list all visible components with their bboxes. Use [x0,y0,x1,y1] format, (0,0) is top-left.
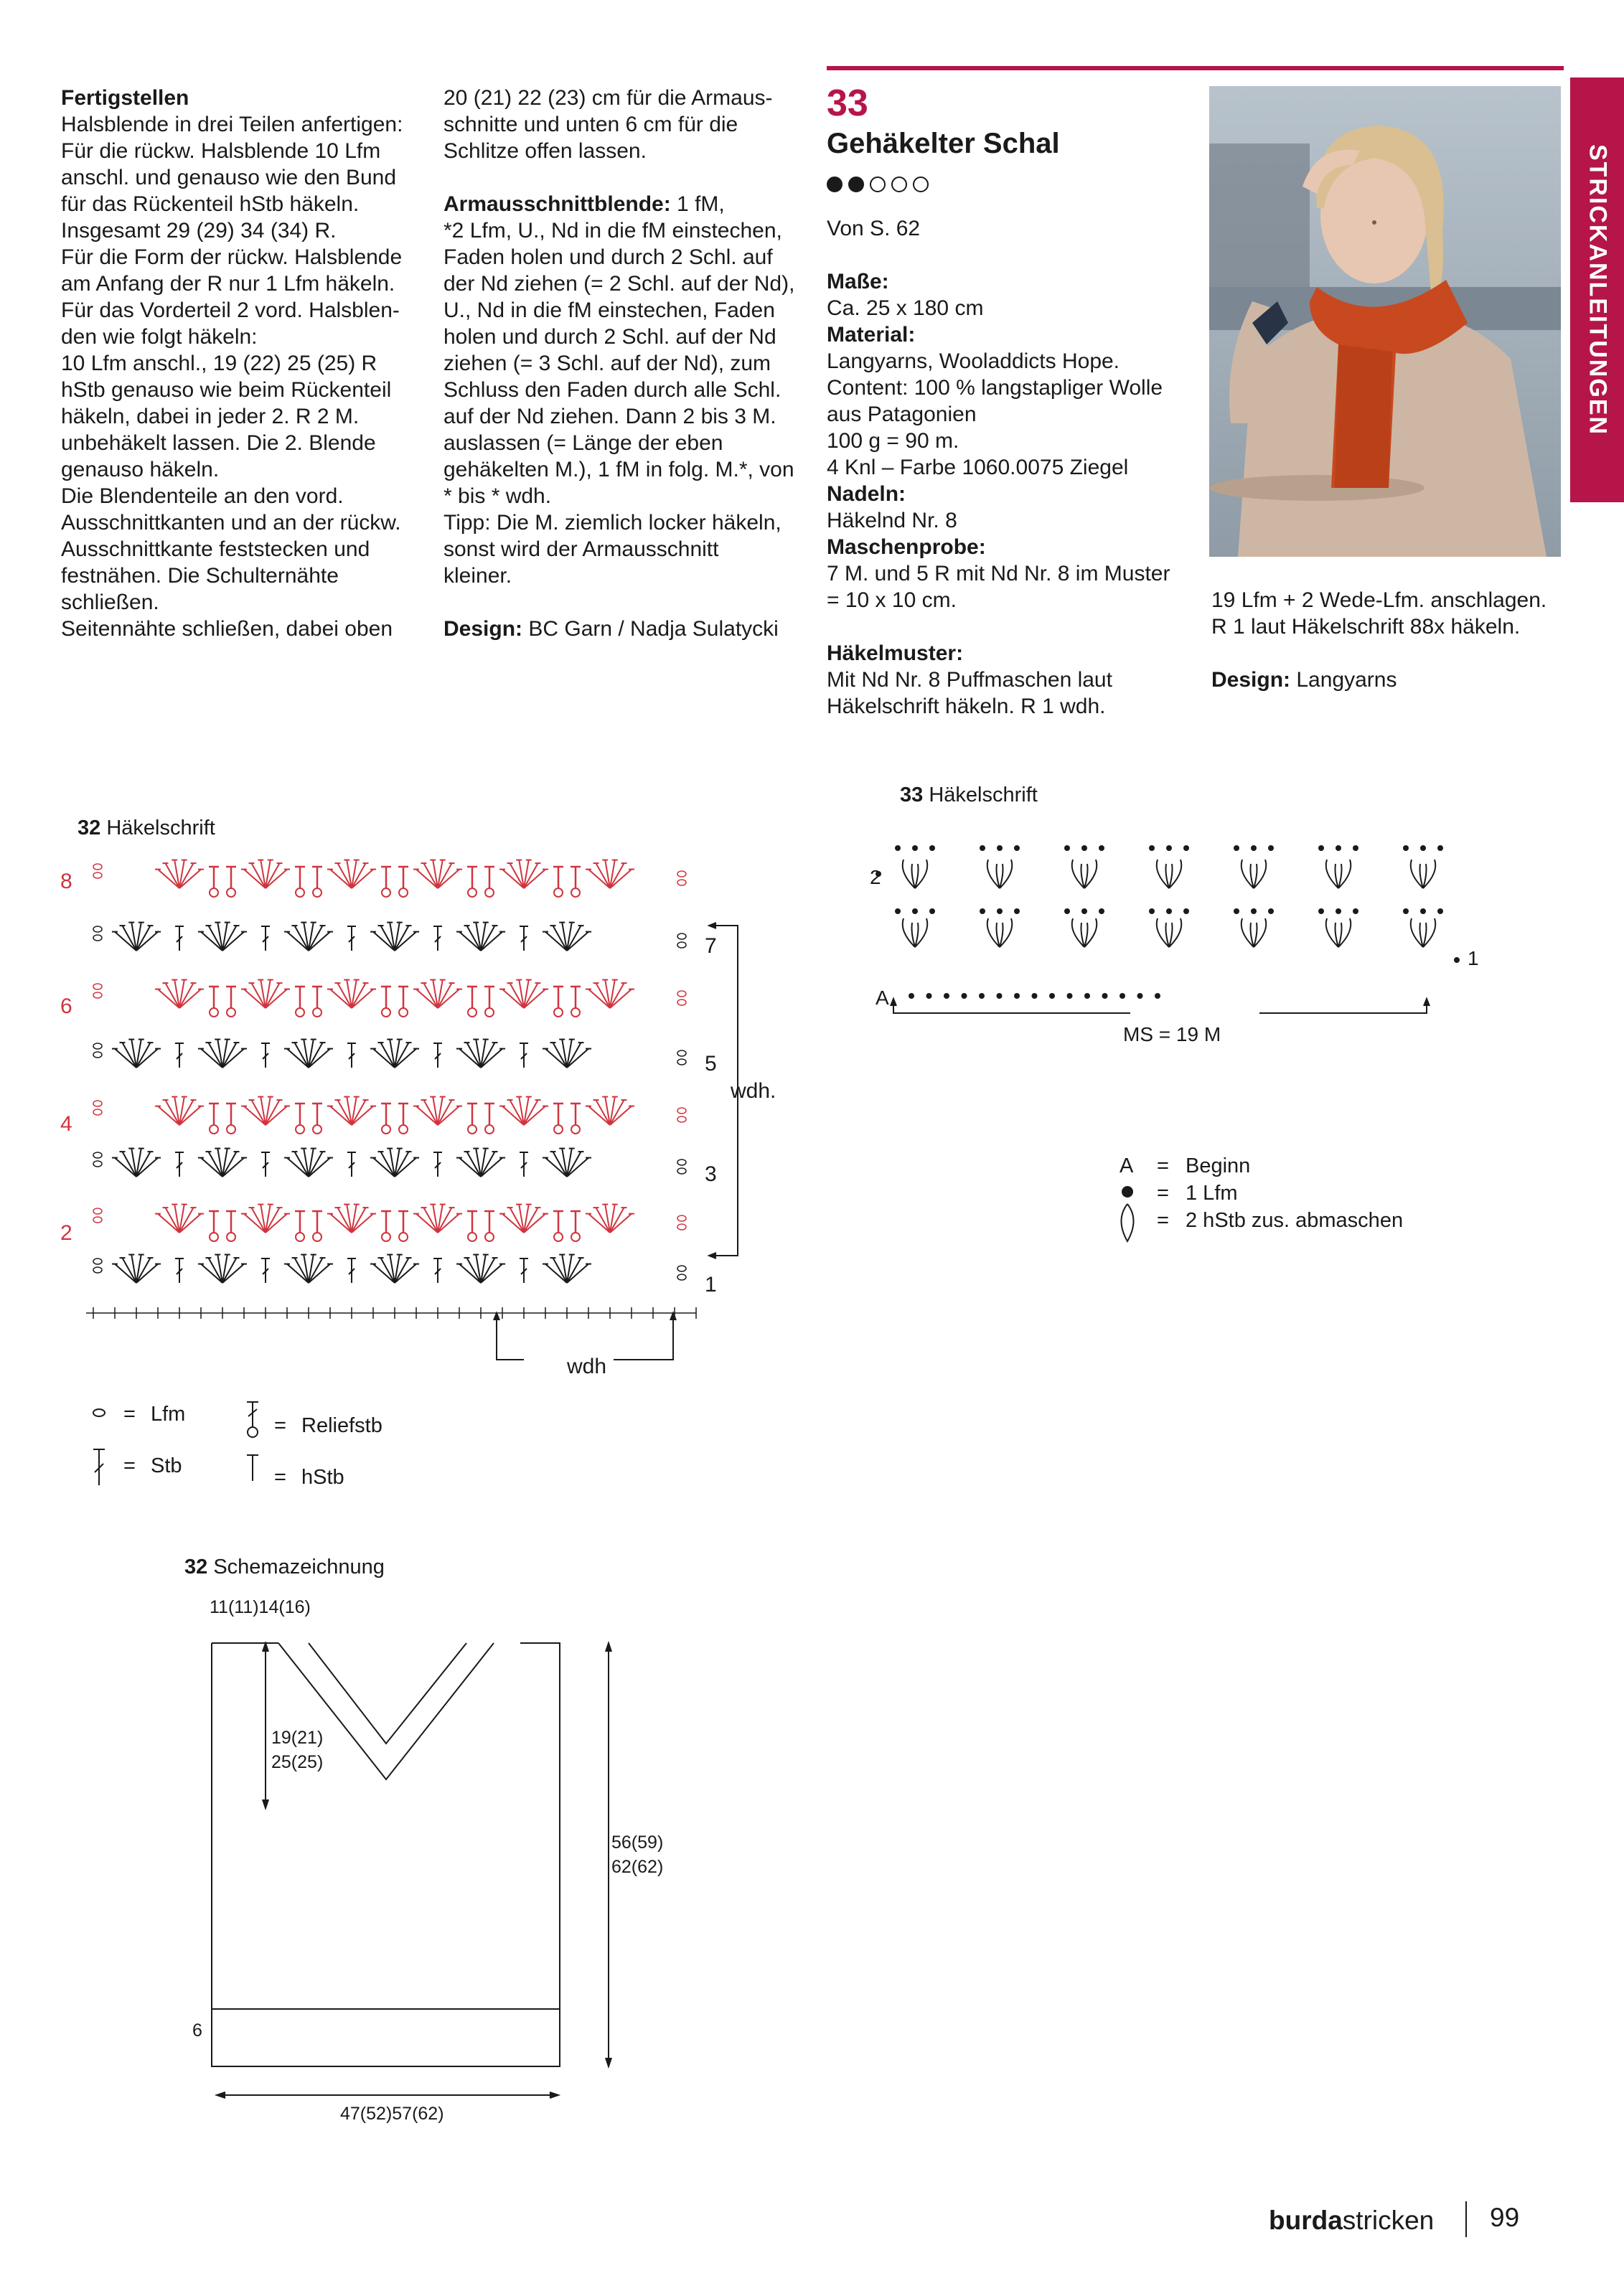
text-line: schließen. [61,591,159,614]
chart32-repeat-bottom: wdh [567,1355,607,1378]
section-tab [1570,77,1624,502]
relief-stitch [399,1008,408,1017]
text-line: Ausschnittkanten und an der rückw. [61,511,401,535]
chain-stitch [677,1050,686,1056]
chart33-diagram [861,818,1507,1048]
chain-stitch [93,1043,102,1049]
chain-dot [979,993,985,999]
relief-stitch [468,1233,477,1241]
chain-stitch [93,984,102,989]
chain-dot [1268,908,1274,914]
text-line: aus Patagonien [827,403,977,426]
chain-stitch [677,1159,686,1165]
scarf-design-value: Langyarns [1290,668,1397,692]
chain-dot [980,908,985,914]
relief-stitch [485,1008,494,1017]
chain-dot [912,845,918,851]
legend32-relief: Reliefstb [301,1414,382,1437]
chart33-ms-bracket [893,999,1130,1013]
chain-dot [1081,845,1087,851]
chain-dot [1137,993,1143,999]
chain-dot [962,993,967,999]
relief-stitch [382,1125,390,1134]
chart32-row-4: 4 [60,1112,72,1136]
column-finishing [61,85,434,642]
text-line: unbehäkelt lassen. Die 2. Blende [61,431,376,455]
chain-dot [895,908,901,914]
chain-stitch [677,871,686,877]
relief-stitch [210,1125,218,1134]
chain-dot [895,845,901,851]
difficulty-empty-icon [870,177,886,192]
text-line: 4 Knl – Farbe 1060.0075 Ziegel [827,456,1129,479]
footer-divider [1465,2201,1467,2237]
chain-dot [1014,993,1020,999]
chain-dot [929,845,935,851]
chart33-row1: 1 [1468,947,1479,969]
text-line: Langyarns, Wooladdicts Hope. [827,349,1120,373]
chain-stitch [93,1217,102,1223]
relief-stitch [313,1008,321,1017]
relief-stitch [227,888,235,897]
relief-stitch [468,888,477,897]
chart32-row-7: 7 [705,934,717,958]
page-number: 99 [1490,2203,1520,2232]
legend32-chain: Lfm [151,1403,186,1426]
legend33-dot-icon [1122,1186,1133,1198]
relief-stitch [399,1125,408,1134]
chain-dot [1353,845,1358,851]
chart32-row-5: 5 [705,1052,717,1076]
relief-stitch [485,1125,494,1134]
text-line: hStb genauso wie beim Rückenteil [61,378,392,402]
text-line: 100 g = 90 m. [827,429,959,453]
item-number: 33 [827,83,868,124]
legend33-key-a: A [1120,1154,1134,1177]
relief-stitch [227,1233,235,1241]
text-line: der Nd ziehen (= 2 Schl. auf der Nd), [443,272,795,296]
chain-stitch [677,1266,686,1271]
relief-stitch [313,1125,321,1134]
chain-dot [1099,908,1104,914]
heading-finishing: Fertigstellen [61,86,189,110]
chain-stitch [677,999,686,1005]
text-line: Ausschnittkante feststecken und [61,537,370,561]
chart32-row-8: 8 [60,870,72,893]
chart33-start: A [876,987,889,1009]
difficulty-empty-icon [913,177,929,192]
text-line: 7 M. und 5 R mit Nd Nr. 8 im Muster [827,562,1170,585]
chain-dot [1014,845,1020,851]
chain-stitch [93,1267,102,1273]
section-tab-label: STRICKANLEITUNGEN [1584,144,1611,436]
chain-stitch [93,872,102,878]
model-photo [1209,86,1561,557]
chain-stitch [93,935,102,941]
relief-stitch [554,1125,563,1134]
text-line: auf der Nd ziehen. Dann 2 bis 3 M. [443,405,776,428]
chain-dot [1032,993,1038,999]
svg-text:=: = [274,1466,286,1489]
chain-dot [1183,908,1189,914]
chain-dot [1183,845,1189,851]
chain-dot [1403,845,1409,851]
chain-dot [1102,993,1108,999]
chain-stitch [677,1168,686,1174]
chart33-row2: 2 [870,866,881,888]
chain-dot [929,908,935,914]
relief-stitch [313,888,321,897]
column-scarf-details [827,215,1200,720]
chain-stitch [93,1161,102,1167]
text-line: holen und durch 2 Schl. auf der Nd [443,325,776,349]
schema32-neck-depth-b: 25(25) [271,1752,324,1772]
relief-stitch [485,1233,494,1241]
svg-text:=: = [123,1454,136,1477]
relief-stitch [571,888,580,897]
chain-stitch [677,1059,686,1065]
chain-dot [1049,993,1055,999]
text-line: 20 (21) 22 (23) cm für die Armaus- [443,86,773,110]
item-title: Gehäkelter Schal [827,128,1060,159]
schema32-height-b: 62(62) [611,1857,664,1877]
legend33-chain: 1 Lfm [1186,1182,1238,1205]
svg-text:=: = [1157,1182,1169,1205]
svg-text:=: = [274,1414,286,1437]
chain-dot [997,845,1003,851]
gauge-label: Maschenprobe: [827,535,986,559]
difficulty-filled-icon [827,177,842,192]
chain-stitch [677,942,686,948]
text-line: für das Rückenteil hStb häkeln. [61,192,360,216]
difficulty-empty-icon [891,177,907,192]
chain-dot [997,993,1003,999]
chain-dot [1234,908,1239,914]
column-scarf-instructions [1211,587,1570,693]
relief-stitch [571,1125,580,1134]
legend33-begin: Beginn [1186,1154,1251,1177]
text-line: schnitte und unten 6 cm für die [443,113,738,136]
text-line: Content: 100 % langstapliger Wolle [827,376,1163,400]
chain-dot [1318,908,1324,914]
chart32-legend [86,1392,488,1500]
chart33-title: 33 Häkelschrift [900,784,1038,806]
text-line: genauso häkeln. [61,458,220,481]
chain-stitch [677,1108,686,1114]
chain-dot [1234,845,1239,851]
relief-stitch [554,888,563,897]
text-line: Für die rückw. Halsblende 10 Lfm [61,139,381,163]
relief-stitch [296,888,304,897]
relief-stitch [296,1125,304,1134]
armhole-first: 1 fM, [670,192,725,216]
relief-stitch [571,1233,580,1241]
chain-dot [1099,845,1104,851]
chain-dot [909,993,914,999]
chain-stitch [677,1224,686,1230]
text-line: R 1 laut Häkelschrift 88x häkeln. [1211,615,1521,639]
svg-text:=: = [1157,1154,1169,1177]
chain-dot [1166,908,1172,914]
chain-stitch [93,1208,102,1214]
chain-dot [1403,908,1409,914]
text-line: Die Blendenteile an den vord. [61,484,344,508]
relief-stitch [399,1233,408,1241]
chart32-row-2: 2 [60,1221,72,1245]
chain-dot [912,908,918,914]
text-line: Insgesamt 29 (29) 34 (34) R. [61,219,337,243]
chain-dot [1420,845,1426,851]
chain-dot [1353,908,1358,914]
relief-stitch [382,1008,390,1017]
chart32-diagram [50,847,804,1392]
chain-dot [1336,908,1341,914]
legend32-hdc-icon [247,1455,258,1481]
chain-dot [1251,845,1257,851]
chain-dot [997,908,1003,914]
chain-stitch [677,1215,686,1221]
chain-stitch [677,880,686,885]
schema32-title: 32 Schemazeichnung [184,1556,385,1578]
brand-logo: burdastricken [1269,2206,1435,2235]
chain-dot [1014,908,1020,914]
chain-dot [1149,908,1155,914]
schema32-height-a: 56(59) [611,1832,664,1853]
legend32-relief-icon [247,1402,258,1428]
chain-dot [1064,845,1070,851]
schema32-diagram [172,1586,718,2131]
text-line: U., Nd in die fM einstechen, Faden [443,298,775,322]
chain-stitch [93,1052,102,1058]
size-label: Maße: [827,270,889,293]
chain-stitch [93,926,102,932]
legend32-hdc: hStb [301,1466,344,1489]
chart32-repeat-label: wdh. [731,1079,776,1103]
text-line: sonst wird der Armausschnitt [443,537,719,561]
chart32-row-6: 6 [60,994,72,1018]
chain-stitch [93,1152,102,1158]
chart33-ms: MS = 19 M [1123,1023,1221,1045]
chain-dot [926,993,932,999]
chain-dot [1437,908,1443,914]
chart33-ms-bracket [1259,999,1427,1013]
arrow [1424,999,1430,1006]
design-value: BC Garn / Nadja Sulatycki [522,617,779,641]
relief-stitch [554,1008,563,1017]
chain-dot [1067,993,1073,999]
chain-dot [1155,993,1160,999]
chart32-title: 32 Häkelschrift [78,817,215,839]
chain-dot [1454,957,1460,963]
chain-dot [1149,845,1155,851]
legend33-puff-icon [1122,1204,1134,1241]
text-line: Schlitze offen lassen. [443,139,647,163]
legend32-dc: Stb [151,1454,182,1477]
needles-value: Häkelnd Nr. 8 [827,509,957,532]
difficulty-rating [827,177,929,192]
column-armhole [443,85,817,642]
text-line: Seitennähte schließen, dabei oben [61,617,393,641]
text-line: Halsblende in drei Teilen anfertigen: [61,113,403,136]
text-line: festnähen. Die Schulternähte [61,564,339,588]
schema32-neck-depth-a: 19(21) [271,1728,324,1748]
difficulty-filled-icon [848,177,864,192]
chain-stitch [93,992,102,998]
accent-rule [827,66,1564,70]
relief-stitch [210,1008,218,1017]
legend32-dc-icon [93,1449,105,1485]
chain-stitch [93,1109,102,1115]
chain-stitch [677,1116,686,1122]
text-line: kleiner. [443,564,512,588]
chart32-row-1: 1 [705,1273,717,1297]
chain-stitch [93,1101,102,1106]
chain-dot [1064,908,1070,914]
chain-dot [1084,993,1090,999]
relief-stitch [382,1233,390,1241]
relief-stitch [468,1008,477,1017]
chain-stitch [677,991,686,997]
text-line: Schluss den Faden durch alle Schl. [443,378,782,402]
relief-stitch [571,1008,580,1017]
chain-dot [1268,845,1274,851]
chain-dot [1420,908,1426,914]
needles-label: Nadeln: [827,482,906,506]
text-line: den wie folgt häkeln: [61,325,258,349]
material-label: Material: [827,323,916,347]
relief-stitch [227,1125,235,1134]
text-line: Tipp: Die M. ziemlich locker häkeln, [443,511,782,535]
text-line: Faden holen und durch 2 Schl. auf [443,245,773,269]
text-line: 10 Lfm anschl., 19 (22) 25 (25) R [61,352,377,375]
schema32-neck-width: 11(11)14(16) [210,1597,311,1617]
relief-stitch [485,888,494,897]
text-line: Mit Nd Nr. 8 Puffmaschen laut [827,668,1112,692]
chain-dot [1166,845,1172,851]
relief-stitch [210,888,218,897]
text-line: Für das Vorderteil 2 vord. Halsblen- [61,298,400,322]
relief-stitch [399,888,408,897]
pattern-label: Häkelmuster: [827,641,964,665]
text-line: * bis * wdh. [443,484,552,508]
schema32-width: 47(52)57(62) [340,2104,444,2124]
relief-stitch [468,1125,477,1134]
armhole-label: Armausschnittblende: [443,192,671,216]
text-line: ziehen (= 3 Schl. auf der Nd), zum [443,352,771,375]
relief-stitch [227,1008,235,1017]
chain-stitch [677,933,686,939]
chain-stitch [93,1258,102,1264]
relief-stitch [296,1008,304,1017]
page-reference: Von S. 62 [827,217,921,240]
text-line: *2 Lfm, U., Nd in die fM einstechen, [443,219,782,243]
chart33-legend [1105,1148,1464,1248]
text-line: auslassen (= Länge der eben [443,431,723,455]
text-line: = 10 x 10 cm. [827,588,957,612]
chain-dot [1318,845,1324,851]
text-line: häkeln, dabei in jeder 2. R 2 M. [61,405,360,428]
chart32-row-3: 3 [705,1162,717,1186]
design-label: Design: [443,617,523,641]
chain-dot [1336,845,1341,851]
svg-text:=: = [1157,1209,1169,1232]
text-line: am Anfang der R nur 1 Lfm häkeln. [61,272,395,296]
chain-dot [980,845,985,851]
legend32-chain-icon [93,1409,105,1416]
size-value: Ca. 25 x 180 cm [827,296,984,320]
text-line: gehäkelten M.), 1 fM in folg. M.*, von [443,458,794,481]
svg-text:=: = [123,1403,136,1426]
text-line: anschl. und genauso wie den Bund [61,166,397,189]
relief-stitch [296,1233,304,1241]
relief-stitch [313,1233,321,1241]
text-line: 19 Lfm + 2 Wede-Lfm. anschlagen. [1211,588,1547,612]
chain-stitch [93,864,102,870]
text-line: Häkelschrift häkeln. R 1 wdh. [827,695,1106,718]
text-line: Für die Form der rückw. Halsblende [61,245,403,269]
arrow [891,999,896,1006]
relief-stitch [382,888,390,897]
relief-stitch [554,1233,563,1241]
scarf-design-label: Design: [1211,668,1291,692]
chain-stitch [677,1274,686,1280]
chain-dot [1120,993,1125,999]
chain-dot [944,993,949,999]
relief-stitch [210,1233,218,1241]
legend33-puff: 2 hStb zus. abmaschen [1186,1209,1404,1232]
chain-dot [1081,908,1087,914]
schema32-hem: 6 [192,2020,202,2041]
chain-dot [1437,845,1443,851]
chain-dot [1251,908,1257,914]
